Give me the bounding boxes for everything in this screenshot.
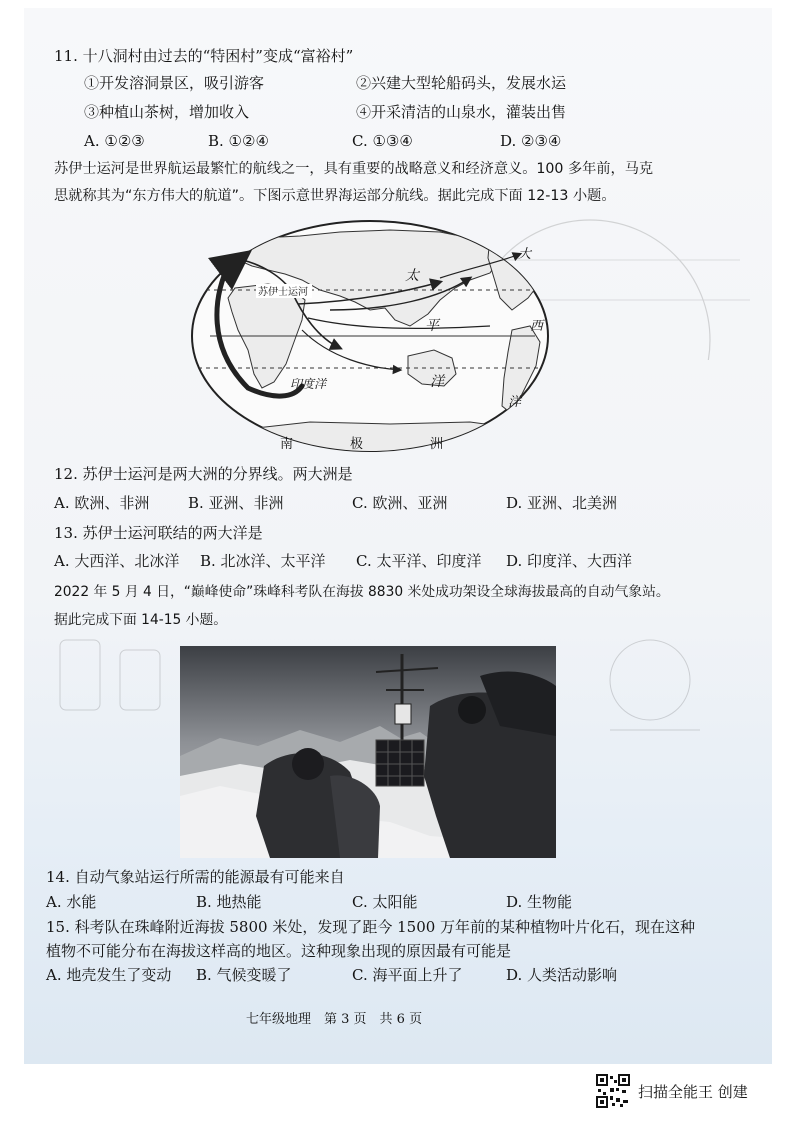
q14-choice-d: D. 生物能 — [506, 893, 573, 911]
map-label-ji: 极 — [350, 437, 364, 452]
q12-choice-a: A. 欧洲、非洲 — [54, 494, 150, 512]
q15-choice-a: A. 地壳发生了变动 — [46, 966, 172, 984]
map-label-xi: 西 — [530, 319, 544, 334]
q13-choice-b: B. 北冰洋、太平洋 — [200, 552, 326, 570]
map-label-tai: 太 — [405, 268, 419, 284]
camscanner-label: 扫描全能王 创建 — [638, 1082, 748, 1101]
q11-choice-b: B. ①②④ — [208, 132, 269, 150]
map-label-yang: 洋 — [430, 374, 444, 390]
bleed-through-instruments — [40, 630, 180, 750]
intro-14-line-1: 2022 年 5 月 4 日，“巅峰使命”珠峰科考队在海拔 8830 米处成功架设全球海拔最高的自动气象站。 — [54, 584, 670, 600]
intro-14-line-2: 据此完成下面 14-15 小题。 — [54, 612, 228, 628]
qr-code-icon — [596, 1074, 630, 1108]
intro-12-line-1: 苏伊士运河是世界航运最繁忙的航线之一，具有重要的战略意义和经济意义。100 多年前，马克 — [54, 161, 654, 177]
map-label-da: 大 — [518, 247, 532, 262]
page-footer: 七年级地理 第 3 页 共 6 页 — [246, 1012, 423, 1027]
map-label-ping: 平 — [425, 318, 439, 334]
q13-choice-c: C. 太平洋、印度洋 — [356, 552, 482, 570]
world-shipping-map — [190, 218, 550, 454]
q13-stem: 13. 苏伊士运河联结的两大洋是 — [54, 524, 263, 542]
map-label-suez: 苏伊士运河 — [258, 287, 308, 298]
q11-option-1: ①开发溶洞景区，吸引游客 — [84, 74, 265, 92]
weather-station-photo — [180, 646, 556, 858]
q11-stem: 11. 十八洞村由过去的“特困村”变成“富裕村” — [54, 47, 354, 65]
q11-choice-a: A. ①②③ — [84, 132, 145, 150]
map-label-yang-2: 洋 — [508, 395, 522, 410]
q12-stem: 12. 苏伊士运河是两大洲的分界线。两大洲是 — [54, 465, 353, 483]
q15-choice-d: D. 人类活动影响 — [506, 966, 618, 984]
q11-option-2: ②兴建大型轮船码头，发展水运 — [356, 74, 567, 92]
q15-choice-b: B. 气候变暖了 — [196, 966, 292, 984]
q15-line-1: 15. 科考队在珠峰附近海拔 5800 米处，发现了距今 1500 万年前的某种植物叶片化石，现在这种 — [46, 918, 696, 936]
q13-choice-a: A. 大西洋、北冰洋 — [54, 552, 180, 570]
q14-choice-b: B. 地热能 — [196, 893, 262, 911]
q14-choice-a: A. 水能 — [46, 893, 97, 911]
q11-choice-d: D. ②③④ — [500, 132, 562, 150]
q12-choice-c: C. 欧洲、亚洲 — [352, 494, 448, 512]
q11-choice-c: C. ①③④ — [352, 132, 413, 150]
q12-choice-b: B. 亚洲、非洲 — [188, 494, 284, 512]
q11-option-3: ③种植山茶树，增加收入 — [84, 103, 250, 121]
q11-option-4: ④开采清洁的山泉水，灌装出售 — [356, 103, 567, 121]
map-label-indian-ocean: 印度洋 — [290, 377, 327, 391]
map-label-zhou: 洲 — [430, 437, 444, 452]
camscanner-watermark — [596, 1074, 748, 1108]
q12-choice-d: D. 亚洲、北美洲 — [506, 494, 618, 512]
q14-choice-c: C. 太阳能 — [352, 893, 418, 911]
q13-choice-d: D. 印度洋、大西洋 — [506, 552, 633, 570]
bleed-through-microscope — [580, 620, 730, 740]
q15-choice-c: C. 海平面上升了 — [352, 966, 463, 984]
q14-stem: 14. 自动气象站运行所需的能源最有可能来自 — [46, 868, 345, 886]
q15-line-2: 植物不可能分布在海拔这样高的地区。这种现象出现的原因最有可能是 — [46, 942, 512, 960]
intro-12-line-2: 思就称其为“东方伟大的航道”。下图示意世界海运部分航线。据此完成下面 12-13 小题。 — [54, 188, 616, 204]
map-label-nan: 南 — [280, 437, 294, 452]
